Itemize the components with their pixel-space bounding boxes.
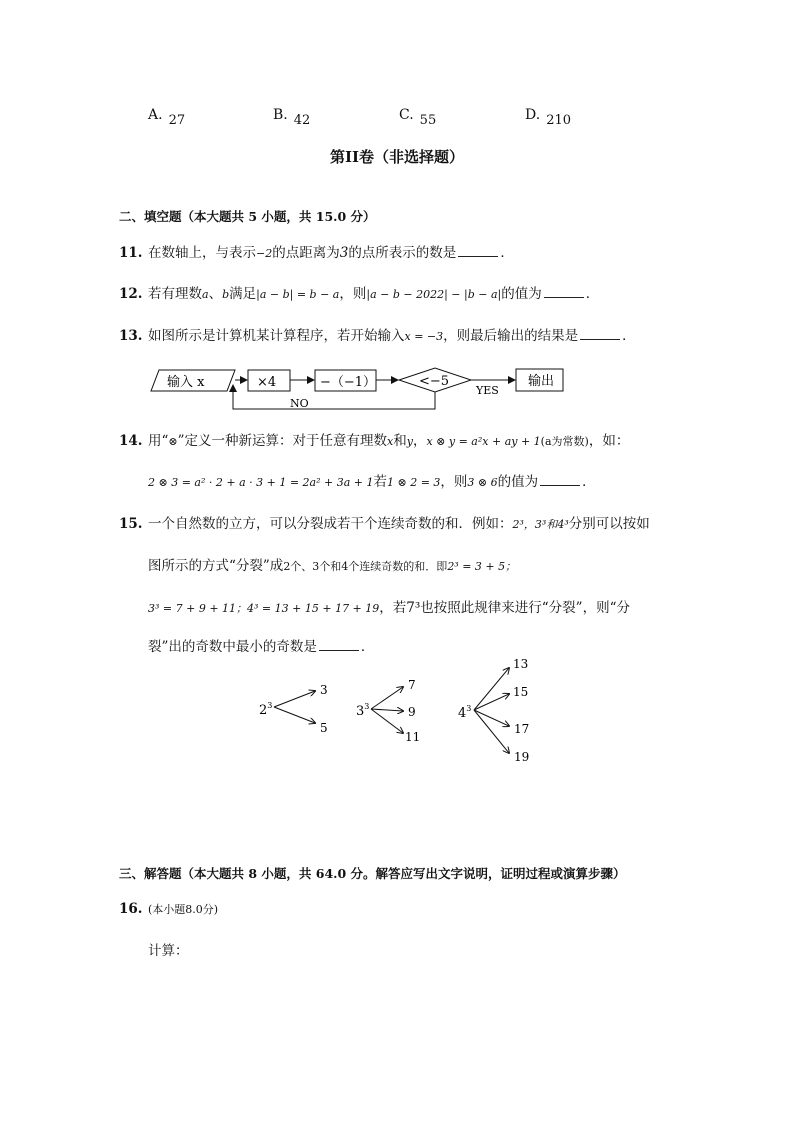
question-14	[119, 429, 629, 449]
q15-line4: 裂”出的奇数中最小的奇数是	[148, 639, 317, 655]
option-b	[273, 107, 311, 128]
q12-a: a	[202, 288, 209, 301]
q14-line2-c: ，则	[440, 474, 468, 490]
q14-cond: 1 ⊗ 2 = 3	[387, 476, 441, 489]
split-base-2: $2^3$	[259, 701, 273, 718]
split-part: 5	[320, 721, 328, 735]
option-value: 42	[293, 113, 311, 128]
q15-line1: 一个自然数的立方，可以分裂成若干个连续奇数的和．例如：	[148, 516, 513, 532]
q11-text-c: 的点所表示的数是	[348, 245, 457, 261]
q14-def: x ⊗ y = a²x + ay + 1	[426, 435, 541, 448]
q12-b: b	[222, 288, 230, 301]
q12-text-a: 若有理数	[148, 286, 202, 302]
yes-label: YES	[476, 384, 499, 397]
split-base-3: $3^3$	[356, 702, 370, 719]
q16-text: 计算：	[148, 943, 189, 959]
question-15-line3	[148, 596, 630, 616]
q15-line3-eq: 3³ = 7 + 9 + 11；4³ = 13 + 15 + 17 + 19	[148, 602, 380, 615]
question-number: 11.	[119, 245, 143, 261]
q16-score: (本小题8.0分)	[148, 903, 219, 916]
question-number: 16.	[119, 901, 143, 917]
question-14-line2	[148, 470, 596, 490]
split-part: 9	[408, 705, 416, 719]
q15-end: ．	[360, 639, 375, 655]
q14-line1-d: ，如：	[588, 433, 630, 449]
q14-line1-a: 用“	[148, 433, 169, 449]
question-15	[119, 512, 650, 532]
question-12	[119, 282, 599, 302]
output-label: 输出	[528, 374, 555, 389]
answer-blank	[458, 244, 498, 257]
q11-end: ．	[500, 245, 514, 261]
q13-text-a: 如图所示是计算机某计算程序，若开始输入	[148, 328, 405, 344]
q12-text-c: ，则	[339, 286, 367, 302]
q13-input: x = −3	[404, 330, 444, 343]
question-13	[119, 324, 636, 344]
q12-text-d: 的值为	[501, 286, 542, 302]
answer-blank	[580, 327, 620, 340]
split-part: 15	[513, 685, 529, 699]
q14-x: x	[387, 435, 394, 448]
q11-val: −2	[256, 247, 273, 260]
q12-cond: |a − b| = b − a	[256, 288, 340, 301]
answer-blank	[544, 285, 584, 298]
option-letter: D.	[525, 107, 541, 123]
split-part: 7	[408, 678, 416, 692]
condition-label: <−5	[419, 374, 450, 389]
option-c	[399, 107, 437, 128]
flowchart	[145, 360, 585, 415]
part2-title: 第II卷（非选择题）	[329, 148, 465, 166]
q12-expr: |a − b − 2022| − |b − a|	[366, 288, 502, 301]
q15-line2-eq: 2³ = 3 + 5；	[447, 560, 517, 573]
q15-line3-tail: ，若7³也按照此规律来进行“分裂”，则“分	[379, 600, 630, 616]
q14-sym: ⊗	[168, 435, 178, 448]
q14-expr: 3 ⊗ 6	[467, 476, 498, 489]
section2-heading: 二、填空题（本大题共 5 小题，共 15.0 分）	[119, 209, 376, 224]
question-number: 15.	[119, 516, 143, 532]
option-letter: B.	[273, 107, 288, 123]
option-value: 210	[546, 113, 572, 128]
question-number: 12.	[119, 286, 143, 302]
q15-line1-tail: 分别可以按如	[568, 516, 650, 532]
split-diagram	[250, 652, 550, 770]
subtract-label: −（−1）	[320, 375, 377, 390]
option-value: 55	[419, 113, 437, 128]
no-label: NO	[290, 397, 309, 410]
split-part: 13	[513, 657, 529, 671]
option-d	[525, 107, 572, 128]
split-part: 17	[514, 722, 530, 736]
q13-text-b: ，则最后输出的结果是	[443, 328, 579, 344]
section3-heading: 三、解答题（本大题共 8 小题，共 64.0 分。解答应写出文字说明，证明过程或演算步骤）	[119, 866, 626, 881]
option-letter: C.	[399, 107, 414, 123]
input-label: 输入 x	[167, 375, 205, 390]
q15-line2-math: 2个、3个和4个连续奇数的和．即	[283, 560, 448, 573]
q15-line2: 图所示的方式“分裂”成	[148, 558, 284, 574]
split-part: 3	[320, 683, 328, 697]
q11-text-a: 在数轴上，与表示	[148, 245, 256, 261]
split-part: 19	[514, 750, 530, 764]
answer-blank	[540, 473, 580, 486]
q15-line1-math: 2³，3³和4³	[512, 518, 569, 531]
q11-dist: 3	[339, 245, 349, 261]
q14-y: y	[406, 435, 413, 448]
q14-line1-c: (a为常数)	[540, 435, 589, 448]
question-number: 13.	[119, 328, 143, 344]
q14-comma: ，	[412, 433, 427, 449]
q14-example: 2 ⊗ 3 = a² · 2 + a · 3 + 1 = 2a² + 3a + 1	[148, 476, 374, 489]
question-11	[119, 241, 514, 261]
option-a	[148, 107, 186, 128]
question-16	[119, 901, 218, 917]
answer-blank	[319, 638, 359, 651]
split-part: 11	[405, 730, 421, 744]
option-letter: A.	[148, 107, 163, 123]
q12-sep: 、	[208, 286, 223, 302]
q14-line1-b: ”定义一种新运算：对于任意有理数	[177, 433, 388, 449]
multiply-label: ×4	[257, 375, 277, 390]
q13-end: ．	[622, 328, 636, 344]
q11-text-b: 的点距离为	[272, 245, 340, 261]
q14-line2-b: 若	[373, 474, 387, 490]
q12-end: ．	[585, 286, 600, 302]
question-number: 14.	[119, 433, 143, 449]
q14-line2-d: 的值为	[497, 474, 539, 490]
q14-and: 和	[393, 433, 407, 449]
q14-end: ．	[582, 474, 596, 490]
q12-text-b: 满足	[229, 286, 257, 302]
split-base-4: $4^3$	[458, 704, 472, 721]
option-value: 27	[168, 113, 186, 128]
question-15-line2	[148, 554, 516, 574]
